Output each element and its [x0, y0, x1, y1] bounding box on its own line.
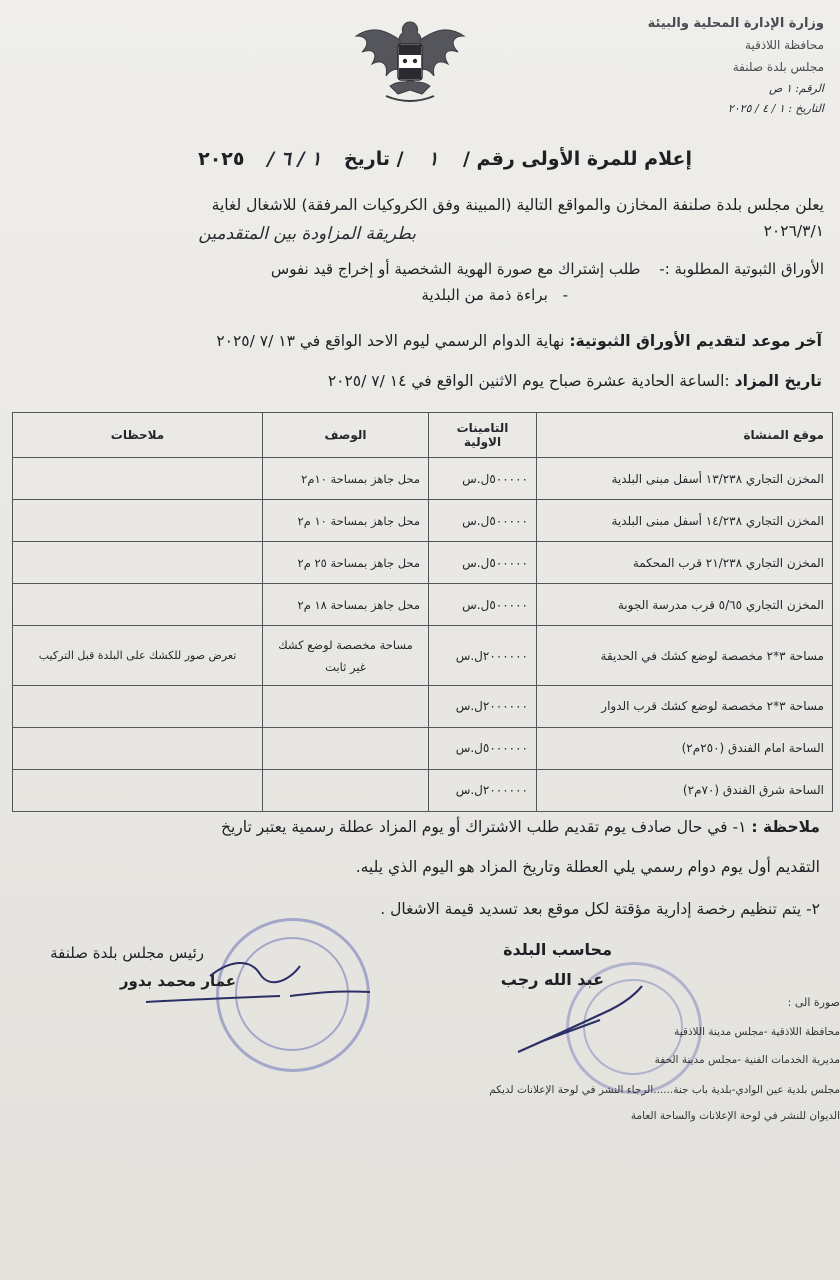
- copy-recipient-4: الديوان للنشر في لوحة الإعلانات والساحة العامة: [630, 1110, 840, 1122]
- note-line-1: [221, 818, 820, 836]
- column-header-deposit: التامينات الاولية: [429, 413, 537, 458]
- header-date: التاريخ : ١ / ٤ / ٢٠٢٥: [727, 102, 824, 115]
- state-emblem: [348, 10, 472, 110]
- cell-note: [13, 542, 263, 584]
- council-name: مجلس بلدة صلنفة: [732, 60, 824, 74]
- cell-note: [13, 727, 263, 769]
- cell-deposit: ٢٠٠٠٠٠٠ل.س: [429, 769, 537, 811]
- column-header-notes: ملاحظات: [13, 413, 263, 458]
- cell-deposit: ٥٠٠٠٠٠ل.س: [429, 500, 537, 542]
- head-signature-scribble: [140, 950, 380, 1020]
- cell-description: مساحة مخصصة لوضع كشك غير ثابت: [263, 626, 429, 686]
- cell-deposit: ٢٠٠٠٠٠٠ل.س: [429, 685, 537, 727]
- cell-description: محل جاهز بمساحة ١٨ م٢: [263, 584, 429, 626]
- note-line-3: ٢- يتم تنظيم رخصة إدارية مؤقتة لكل موقع بعد تسديد قيمة الاشغال .: [380, 900, 820, 918]
- copy-recipient-1: محافظة اللاذقية -مجلس مدينة اللاذقية: [674, 1026, 840, 1038]
- cell-location: المخزن التجاري ٥/٦٥ قرب مدرسة الجوبة: [537, 584, 833, 626]
- intro-line-1: يعلن مجلس بلدة صلنفة المخازن والمواقع التالية (المبينة وفق الكروكيات المرفقة) للاشغال لغاية: [211, 196, 824, 214]
- notice-year: ٢٠٢٥: [198, 148, 245, 170]
- cell-note: [13, 500, 263, 542]
- required-document-1: طلب إشتراك مع صورة الهوية الشخصية أو إخراج قيد نفوس: [270, 260, 641, 278]
- accountant-name: عبد الله رجب: [500, 970, 604, 989]
- deadline-label: آخر موعد لتقديم الأوراق الثبوتية:: [569, 332, 822, 350]
- table-row: [13, 685, 833, 727]
- cell-location: المخزن التجاري ١٣/٢٣٨ أسفل مبنى البلدية: [537, 458, 833, 500]
- auction-line: [328, 372, 822, 390]
- cell-location: الساحة شرق الفندق (٧٠م٢): [537, 769, 833, 811]
- note-line-2: التقديم أول يوم دوام رسمي يلي العطلة وتاريخ المزاد هو اليوم الذي يليه.: [355, 858, 820, 876]
- note-1-text: ١- في حال صادف يوم تقديم طلب الاشتراك أو يوم المزاد عطلة رسمية يعتبر تاريخ: [220, 818, 747, 836]
- cell-description: [263, 769, 429, 811]
- cell-description: محل جاهز بمساحة ١٠ م٢: [263, 500, 429, 542]
- notice-number: ١: [428, 148, 439, 170]
- cell-note: [13, 458, 263, 500]
- cell-description: محل جاهز بمساحة ٢٥ م٢: [263, 542, 429, 584]
- cell-note: [13, 769, 263, 811]
- cell-location: الساحة امام الفندق (٢٥٠م٢): [537, 727, 833, 769]
- cell-description: [263, 685, 429, 727]
- column-header-description: الوصف: [263, 413, 429, 458]
- note-label: ملاحظة :: [751, 818, 820, 836]
- council-head-name: عمار محمد بدور: [119, 972, 236, 990]
- copy-recipient-3: مجلس بلدية عين الوادي-بلدية باب جنة......الرجاء النشر في لوحة الإعلانات لديكم: [489, 1084, 840, 1096]
- cell-deposit: ٥٠٠٠٠٠ل.س: [429, 584, 537, 626]
- cell-location: مساحة ٣*٢ مخصصة لوضع كشك في الحديقة: [537, 626, 833, 686]
- table-row: [13, 500, 833, 542]
- table-row: [13, 458, 833, 500]
- cell-note: [13, 584, 263, 626]
- cell-location: المخزن التجاري ٢١/٢٣٨ قرب المحكمة: [537, 542, 833, 584]
- intro-line-2: [764, 222, 824, 240]
- notice-title: [198, 148, 692, 170]
- auction-method-handwritten: بطريقة المزاودة بين المتقدمين: [198, 224, 416, 244]
- occupancy-end-date: ٢٠٢٦/٣/١: [763, 222, 824, 240]
- cell-location: مساحة ٣*٢ مخصصة لوضع كشك قرب الدوار: [537, 685, 833, 727]
- required-document-2: - براءة ذمة من البلدية: [421, 286, 568, 304]
- column-header-location: موقع المنشاة: [537, 413, 833, 458]
- cell-note: [13, 685, 263, 727]
- ministry-name: وزارة الإدارة المحلية والبيئة: [647, 16, 824, 31]
- copies-label: صورة الى :: [787, 996, 840, 1009]
- cell-deposit: ٥٠٠٠٠٠ل.س: [429, 458, 537, 500]
- cell-deposit: ٥٠٠٠٠٠٠ل.س: [429, 727, 537, 769]
- required-documents: [271, 260, 824, 278]
- cell-deposit: ٢٠٠٠٠٠٠ل.س: [429, 626, 537, 686]
- table-row: [13, 727, 833, 769]
- table-row: [13, 542, 833, 584]
- cell-description: [263, 727, 429, 769]
- deadline-line: [216, 332, 822, 350]
- table-row: [13, 584, 833, 626]
- accountant-title: محاسب البلدة: [503, 940, 612, 959]
- table-row: [13, 769, 833, 811]
- reference-number: الرقم: ١ ص: [769, 82, 824, 95]
- accountant-signature-scribble: [510, 980, 650, 1060]
- notice-date-fill: ١ / ٦ /: [267, 148, 322, 170]
- notice-title-prefix: إعلام للمرة الأولى رقم /: [462, 148, 692, 170]
- auction-text: :الساعة الحادية عشرة صباح يوم الاثنين الواقع في ١٤ /٧ /٢٠٢٥: [327, 372, 730, 390]
- sites-table: [12, 412, 833, 812]
- cell-location: المخزن التجاري ١٤/٢٣٨ أسفل مبنى البلدية: [537, 500, 833, 542]
- cell-note: تعرض صور للكشك على البلدة قبل التركيب: [13, 626, 263, 686]
- copy-recipient-2: مديرية الخدمات الفنية -مجلس مدينة الحفة: [654, 1054, 840, 1066]
- table-header-row: [13, 413, 833, 458]
- table-row: [13, 626, 833, 686]
- cell-description: محل جاهز بمساحة ١٠م٢: [263, 458, 429, 500]
- auction-label: تاريخ المزاد: [734, 372, 822, 390]
- deadline-text: نهاية الدوام الرسمي ليوم الاحد الواقع في ١٣ /٧ /٢٠٢٥: [216, 332, 565, 350]
- notice-title-mid: / تاريخ: [343, 148, 404, 170]
- required-document-2-text: براءة ذمة من البلدية: [421, 286, 548, 304]
- required-documents-label: الأوراق الثبوتية المطلوبة :-: [659, 260, 824, 278]
- governorate-name: محافظة اللاذقية: [745, 38, 824, 52]
- council-head-title: رئيس مجلس بلدة صلنفة: [50, 944, 204, 962]
- cell-deposit: ٥٠٠٠٠٠ل.س: [429, 542, 537, 584]
